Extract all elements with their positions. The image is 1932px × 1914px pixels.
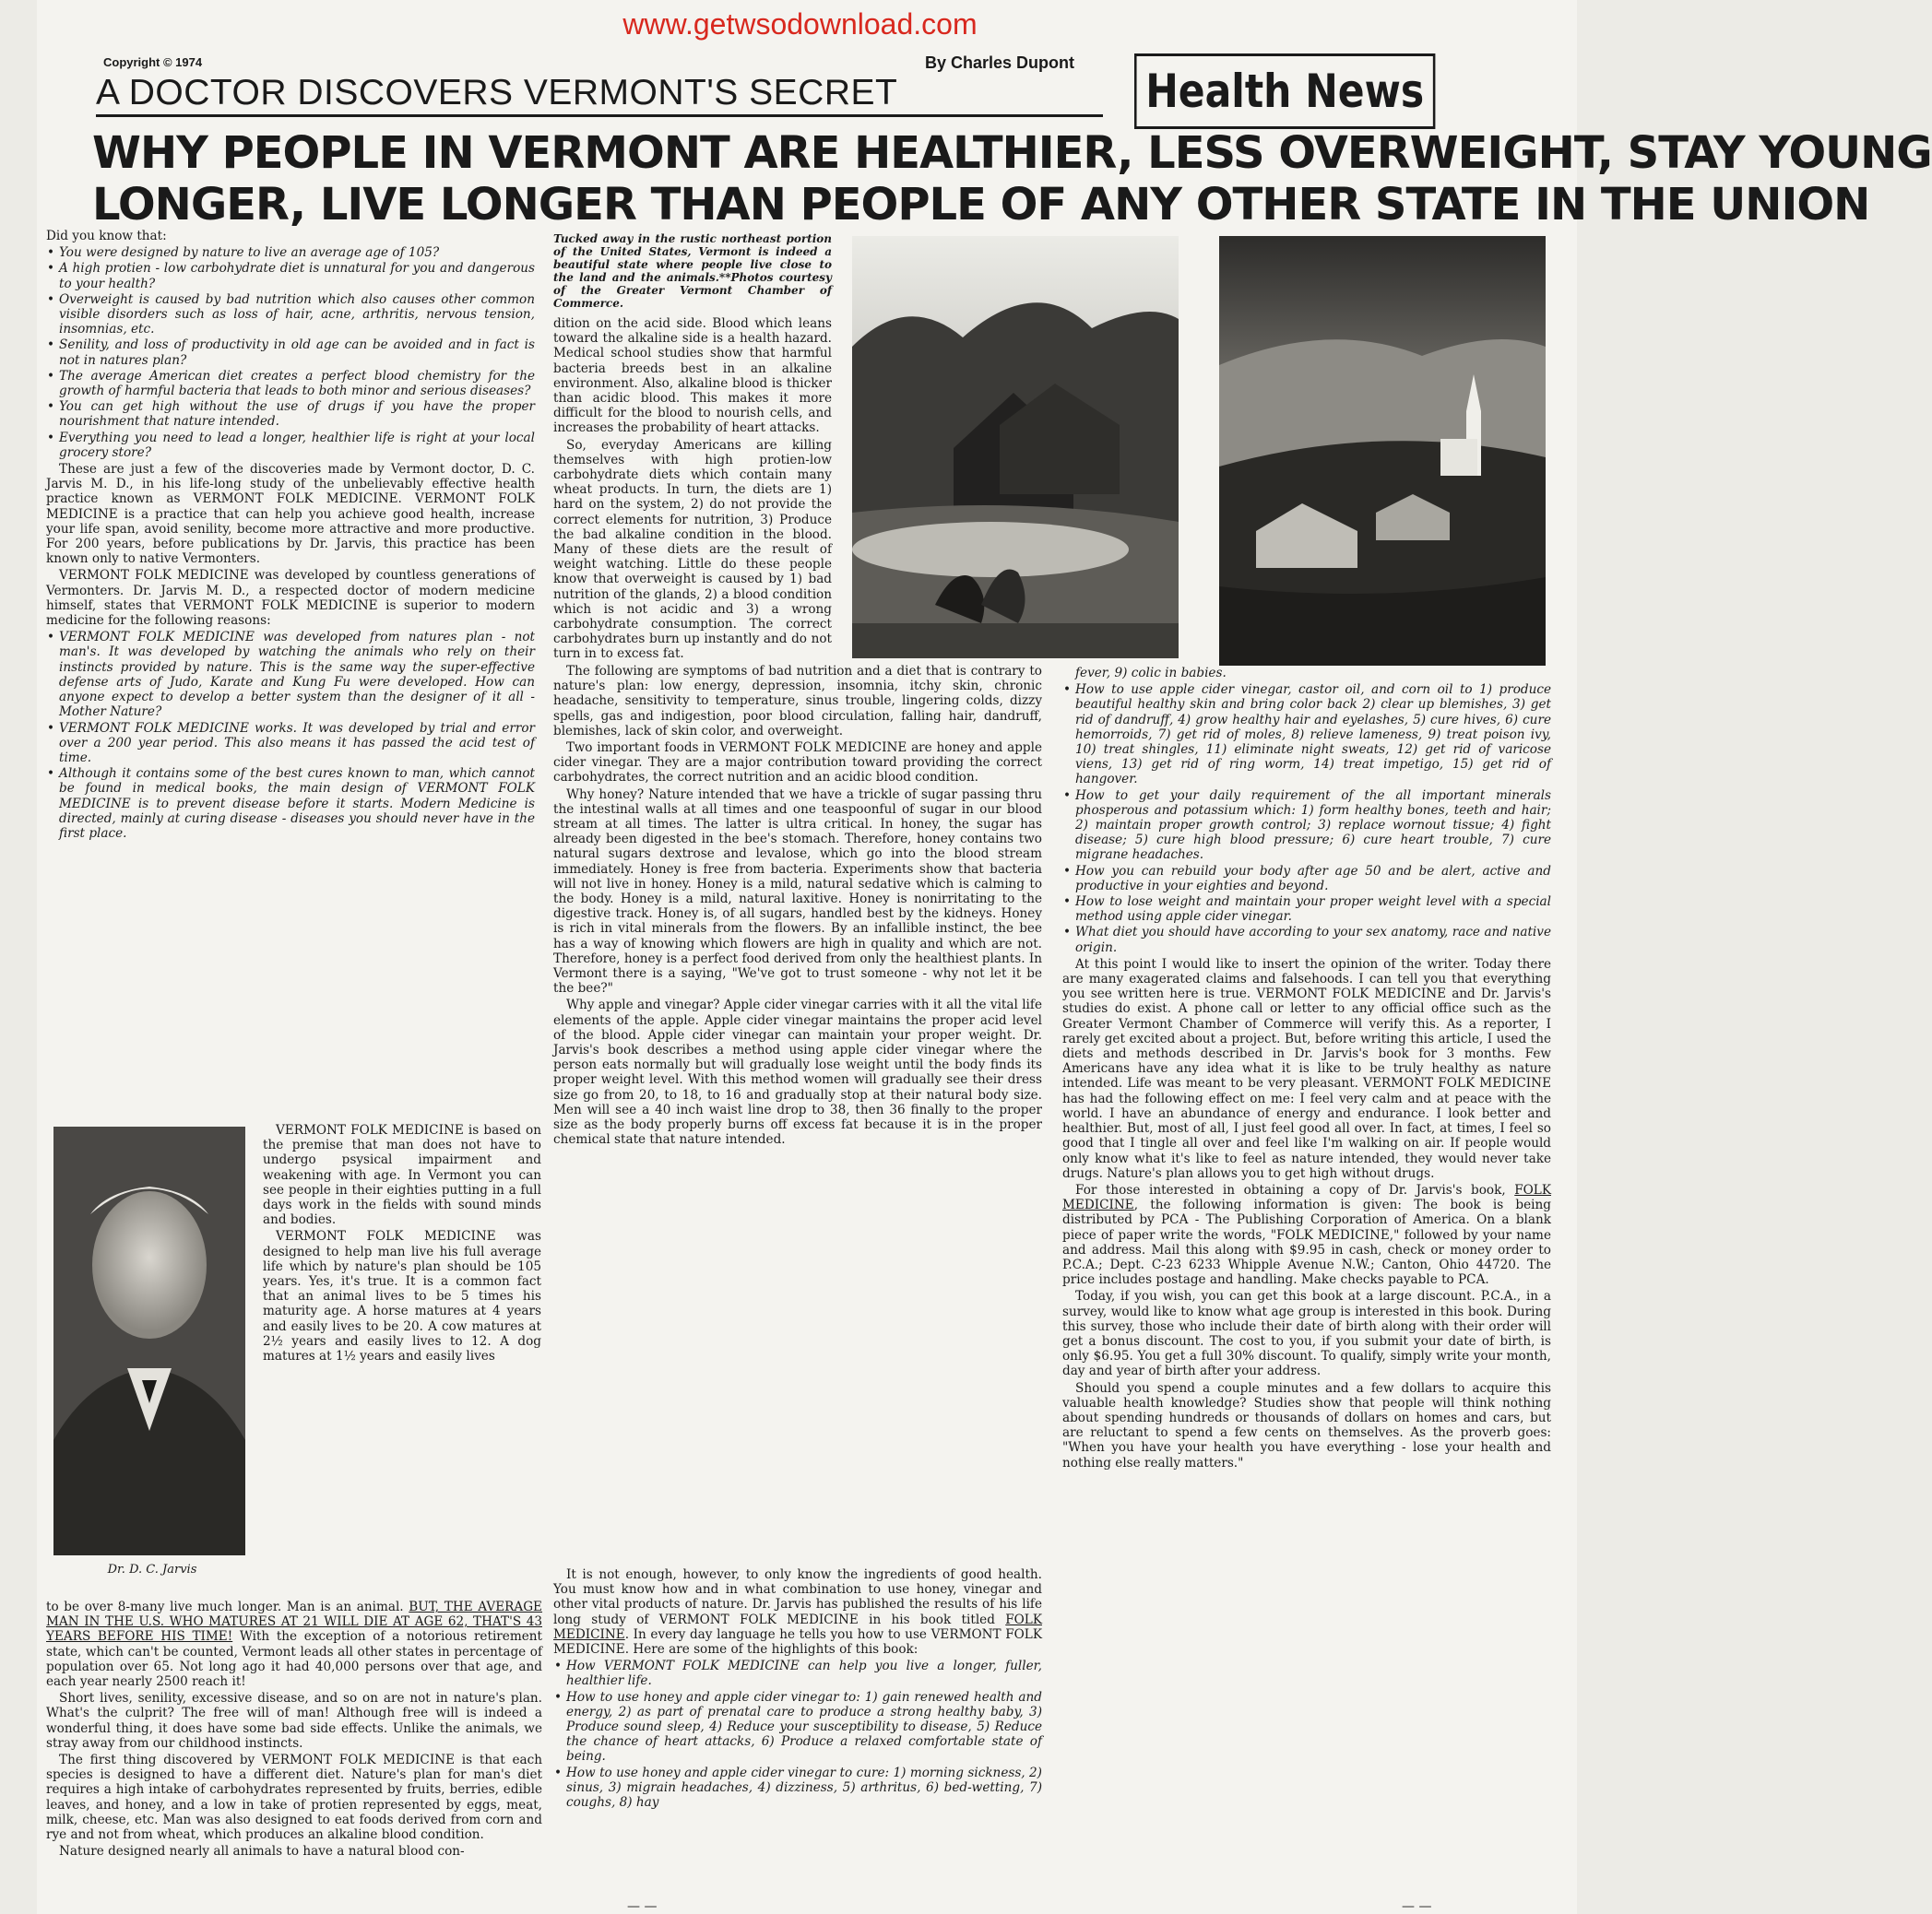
reasons-list [46, 630, 535, 841]
list-item: • The average American diet creates a perfect blood chemistry for the growth of harmful bacteria that leads to both minor and serious diseases? [59, 369, 535, 398]
list-item: • What diet you should have according to your sex anatomy, race and native origin. [1075, 925, 1551, 954]
highlights-list [553, 1659, 1042, 1810]
vermont-photo-farm [852, 236, 1179, 658]
headline-line-2: LONGER, LIVE LONGER THAN PEOPLE OF ANY OTHER STATE IN THE UNION [92, 179, 1870, 230]
paragraph: Today, if you wish, you can get this book at a large discount. P.C.A., in a survey, would like to know what age group is interested in this book. During this survey, those who include their date of birth along with their order will get a bonus discount. The cost to you, if you submit your date of birth, is only $6.95. You get a full 30% discount. To qualify, simply write your month, day and year of birth after your address. [1062, 1289, 1551, 1379]
paragraph: Why honey? Nature intended that we have a trickle of sugar passing thru the intestinal walls at all times and one teaspoonful of sugar in our blood stream at all times. The latter is ultra critical. In honey, the sugar has already been digested in the bee's stomach. Therefore, honey contains two natural sugars dextrose and levalose, which go into the blood stream immediately. Honey is free from bacteria. Experiments show that bacteria will not live in honey. Honey is a mild, natural sedative which is calming to the body. Honey is a mild, natural laxitive. Honey is nonirritating to the digestive track. Honey is, of all sugars, handled best by the kidneys. Honey is rich in vital minerals from the flowers. By an infallible instinct, the bee has a way of knowing which flowers are high in quality and which are not. Therefore, honey is a perfect food derived from only the healthiest plants. In Vermont there is a saying, "We've got to trust someone - why not let it be the bee?" [553, 786, 1042, 997]
paragraph [1062, 1183, 1551, 1287]
list-item: • How to lose weight and maintain your proper weight level with a special method using apple cider vinegar. [1075, 894, 1551, 924]
intro-line: Did you know that: [46, 229, 167, 243]
vermont-photo-village [1219, 236, 1546, 666]
list-item: • You can get high without the use of drugs if you have the proper nourishment that nature intended. [59, 399, 535, 429]
paragraph: dition on the acid side. Blood which leans toward the alkaline side is a health hazard. Medical school studies show that harmful bacteria breeds best in an alkaline environment. Also, alkaline blood is thicker than acidic blood. This makes it more difficult for the blood to nourish cells, and increases the probability of heart attacks. [553, 316, 832, 436]
column-1-bottom [46, 1600, 542, 1884]
paragraph: So, everyday Americans are killing themselves with high protien-low carbohydrate diets which contain many wheat products. In turn, the diets are 1) hard on the system, 2) do not provide the correct elements for nutrition, 3) Produce the bad alkaline condition in the blood. Many of these diets are the result of weight watching. Little do these people know that overweight is caused by 1) bad nutrition of the glands, 2) a blood condition which is not acidic and 3) a wrong carbohydrate consumption. The correct carbohydrates burn up instantly and do not turn in to excess fat. [553, 437, 832, 662]
paragraph: VERMONT FOLK MEDICINE is based on the premise that man does not have to undergo psysical impairment and weakening with age. In Vermont you can see people in their eighties putting in a full days work in the fields with sound minds and bodies. [263, 1123, 541, 1228]
copyright: Copyright © 1974 [103, 55, 203, 69]
section-label: Health News [1134, 53, 1435, 129]
paragraph: Short lives, senility, excessive disease, and so on are not in nature's plan. What's the culprit? The free will of man! Although free will is indeed a wonderful thing, it does have some bad side effects. Unlike the animals, we stray away from our childhood instincts. [46, 1691, 542, 1751]
paragraph [553, 1567, 1042, 1657]
book-topics-list [1062, 682, 1551, 955]
paragraph: Nature designed nearly all animals to have a natural blood con- [59, 1844, 465, 1860]
underlined-text: FOLK MEDICINE [1062, 1182, 1551, 1213]
paragraph: VERMONT FOLK MEDICINE was developed by countless generations of Vermonters. Dr. Jarvis M. D., a respected doctor of modern medicine himself, states that VERMONT FOLK MEDICINE is superior to modern medicine for the following reasons: [46, 568, 535, 629]
photo-caption [553, 232, 832, 313]
paragraph: fever, 9) colic in babies. [1075, 666, 1227, 680]
paragraph: These are just a few of the discoveries made by Vermont doctor, D. C. Jarvis M. D., in his life-long study of the unbelievably effective health practice known as VERMONT FOLK MEDICINE. VERMONT FOLK MEDICINE is a practice that can help you achieve good health, increase your life span, avoid senility, become more attractive and more productive. For 200 years, before publications by Dr. Jarvis, this practice has been known only to native Vermonters. [46, 462, 535, 567]
byline: By Charles Dupont [925, 53, 1075, 72]
paragraph: Should you spend a couple minutes and a few dollars to acquire this valuable health knowledge? Studies show that people will think nothing about spending hundreds or thousands of dollars on homes and cars, but are reluctant to spend a few cents on themselves. As the proverb goes: "When you have your health you have everything - lose your health and nothing else really matters." [1062, 1380, 1551, 1471]
did-you-know-list [46, 245, 535, 460]
list-item: • Everything you need to lead a longer, healthier life is right at your local grocery store? [59, 431, 535, 460]
watermark: www.getwsodownload.com [622, 7, 978, 41]
text-run: . In every day language he tells you how to use VERMONT FOLK MEDICINE. Here are some of the highlights of this book: [553, 1626, 1042, 1658]
paragraph: The first thing discovered by VERMONT FOLK MEDICINE is that each species is designed to have a different diet. Nature's plan for man's diet requires a high intake of carbohydrates represented by fruits, berries, edible leaves, and honey, and a low in take of protien represented by eggs, meat, milk, cheese, etc. Man was also designed to eat foods derived from corn and rye and not from wheat, which produces an alkaline blood condition. [46, 1753, 542, 1843]
village-scene-image [1219, 236, 1546, 666]
column-3 [1062, 666, 1551, 1887]
farm-scene-image [852, 236, 1179, 658]
text-run: With the exception of a notorious retirement state, which can't be counted, Vermont leads all other states in percentage of population over 65. Not long ago it had 40,000 persons over that age, and each year nearly 2500 reach it! [46, 1629, 542, 1690]
caption-text: Tucked away in the rustic northeast portion of the United States, Vermont is indeed a beautiful state where people live close to the land and the animals.**Photos courtesy of the Greater Vermont Chamber of Commerce. [553, 232, 832, 310]
paragraph: The following are symptoms of bad nutrition and a diet that is contrary to nature's plan: low energy, depression, insomnia, itchy skin, chronic headache, sensitivity to temperature, sinus trouble, lingering colds, dizzy spells, gas and indigestion, poor blood circulation, falling hair, dandruff, blemishes, lack of skin color, and overweight. [553, 664, 1042, 738]
column-2-top [553, 316, 832, 664]
list-item: • How VERMONT FOLK MEDICINE can help you live a longer, fuller, healthier life. [566, 1659, 1042, 1688]
paragraph: Why apple and vinegar? Apple cider vinegar carries with it all the vital life elements of the apple. Apple cider vinegar maintains the proper acid level of the blood. Apple cider vinegar can maintain your proper weight. Dr. Jarvis's book describes a method using apple cider vinegar where the person eats normally but will gradually lose weight until the body finds its proper weight level. With this method women will gradually see their dress size go from 20, to 18, to 16 and gradually stop at their natural body size. Men will see a 40 inch waist line drop to 38, then 36 finally to the proper size as the body properly burns off excess fat because it is in the proper chemical state that nature intended. [553, 998, 1042, 1148]
list-item: • How to get your daily requirement of the all important minerals phosperous and potassium which: 1) form healthy bones, teeth and hair; 2) maintain proper growth control; 3) replace wornout tissue; 4) fight disease; 5) cure high blood pressure; 6) cure heart trouble, 7) cure migrane headaches. [1075, 788, 1551, 863]
column-2-wide [553, 664, 1042, 1567]
page-mark: — — [1402, 1899, 1432, 1914]
list-item: • You were designed by nature to live an average age of 105? [59, 245, 535, 260]
list-item: • How you can rebuild your body after age 50 and be alert, active and productive in your eighties and beyond. [1075, 864, 1551, 893]
underlined-text: BUT, THE AVERAGE MAN IN THE U.S. WHO MATURES AT 21 WILL DIE AT AGE 62, THAT'S 43 YEARS BEFORE HIS TIME! [46, 1600, 542, 1645]
list-item: • VERMONT FOLK MEDICINE was developed from natures plan - not man's. It was developed by watching the animals who rely on their instincts provided by nature. This is the same way the super-effective defense arts of Judo, Karate and Kung Fu were developed. How can anyone expect to develop a better system than the designer of it all - Mother Nature? [59, 630, 535, 719]
column-1-wrap [263, 1123, 541, 1598]
portrait-photo [53, 1127, 245, 1555]
column-1-top [46, 229, 535, 1105]
headline-line-1: WHY PEOPLE IN VERMONT ARE HEALTHIER, LESS OVERWEIGHT, STAY YOUNG [92, 127, 1932, 179]
portrait-image [53, 1127, 245, 1555]
list-item: • Overweight is caused by bad nutrition which also causes other common visible disorders such as loss of hair, acne, arthritis, nervous tension, insomnias, etc. [59, 292, 535, 337]
paragraph: At this point I would like to insert the opinion of the writer. Today there are many exagerated claims and falsehoods. I can tell you that everything you see written here is true. VERMONT FOLK MEDICINE and Dr. Jarvis's studies do exist. A phone call or letter to any official office such as the Greater Vermont Chamber of Commerce will verify this. As a reporter, I rarely get excited about a project. But, before writing this article, I used the diets and methods described in Dr. Jarvis's book for 3 months. Few Americans have any idea what it is like to be truly healthy as nature intended. Life was meant to be very pleasant. VERMONT FOLK MEDICINE has had the following effect on me: I feel very calm and at peace with the world. I have an abundance of energy and endurance. I look better and healthier. But, most of all, I just feel good all over. In fact, at times, I feel so good that I tingle all over and feel like I'm walking on air. If people would only know what it's like to feel as nature intended, they would never take drugs. Nature's plan allows you to get high without drugs. [1062, 956, 1551, 1181]
list-item: • VERMONT FOLK MEDICINE works. It was developed by trial and error over a 200 year period. This also means it has passed the acid test of time. [59, 721, 535, 766]
list-item: • How to use honey and apple cider vinegar to: 1) gain renewed health and energy, 2) as part of prenatal care to produce a strong healthy baby, 3) Produce sound sleep, 4) Reduce your susceptibility to disease, 5) Reduce the chance of heart attacks, 6) Produce a relaxed comfortable state of being. [566, 1690, 1042, 1765]
paragraph: VERMONT FOLK MEDICINE was designed to help man live his full average life which by nature's plan should be 105 years. Yes, it's true. It is a common fact that an animal lives to be 5 times his maturity age. A horse matures at 4 years and easily lives to be 20. A cow matures at 2½ years and easily lives to 12. A dog matures at 1½ years and easily lives [263, 1229, 541, 1365]
column-2-bottom [553, 1567, 1042, 1885]
list-item: • A high protien - low carbohydrate diet is unnatural for you and dangerous to your health? [59, 261, 535, 290]
text-run: It is not enough, however, to only know the ingredients of good health. You must know how and in what combination to use honey, vinegar and other vital products of nature. Dr. Jarvis has published the results of his life long study of VERMONT FOLK MEDICINE in his book titled [553, 1567, 1042, 1627]
list-item: • How to use honey and apple cider vinegar to cure: 1) morning sickness, 2) sinus, 3) migrain headaches, 4) dizziness, 5) arthritus, 6) bed-wetting, 7) coughs, 8) hay [566, 1766, 1042, 1811]
text-run: to be over 8-many live much longer. Man is an animal. [46, 1600, 409, 1614]
page-mark: — — [627, 1899, 658, 1914]
text-run: , the following information is given: The book is being distributed by PCA - The Publishing Corporation of America. On a blank piece of paper write the words, "FOLK MEDICINE," followed by your name and address. Mail this along with $9.95 in cash, check or money order to P.C.A.; Dept. C-23 6233 Whipple Avenue N.W.; Canton, Ohio 44720. The price includes postage and handling. Make checks payable to PCA. [1062, 1198, 1551, 1288]
kicker-headline: A DOCTOR DISCOVERS VERMONT'S SECRET [96, 72, 1103, 117]
underlined-text: FOLK MEDICINE [553, 1612, 1042, 1642]
list-item: • How to use apple cider vinegar, castor oil, and corn oil to 1) produce beautiful healthy skin and bring color back 2) clear up blemishes, 3) get rid of dandruff, 4) grow healthy hair and eyelashes, 5) cure hives, 6) cure hemorroids, 7) get rid of moles, 8) relieve lameness, 9) treat poison ivy, 10) treat shingles, 11) eliminate night sweats, 12) get rid of varicose viens, 13) get rid of ring worm, 14) treat impetigo, 15) get rid of hangover. [1075, 682, 1551, 786]
text-run: For those interested in obtaining a copy of Dr. Jarvis's book, [1075, 1182, 1515, 1198]
list-item: • Although it contains some of the best cures known to man, which cannot be found in medical books, the main design of VERMONT FOLK MEDICINE is to prevent disease before it starts. Modern Medicine is directed, mainly at curing disease - diseases you should never have in the first place. [59, 766, 535, 841]
list-item: • Senility, and loss of productivity in old age can be avoided and in fact is not in natures plan? [59, 337, 535, 367]
paragraph: Two important foods in VERMONT FOLK MEDICINE are honey and apple cider vinegar. They are a major contribution toward providing the correct carbohydrates, the correct nutrition and an acidic blood condition. [553, 740, 1042, 786]
paragraph [46, 1600, 542, 1689]
portrait-caption: Dr. D. C. Jarvis [107, 1563, 197, 1577]
